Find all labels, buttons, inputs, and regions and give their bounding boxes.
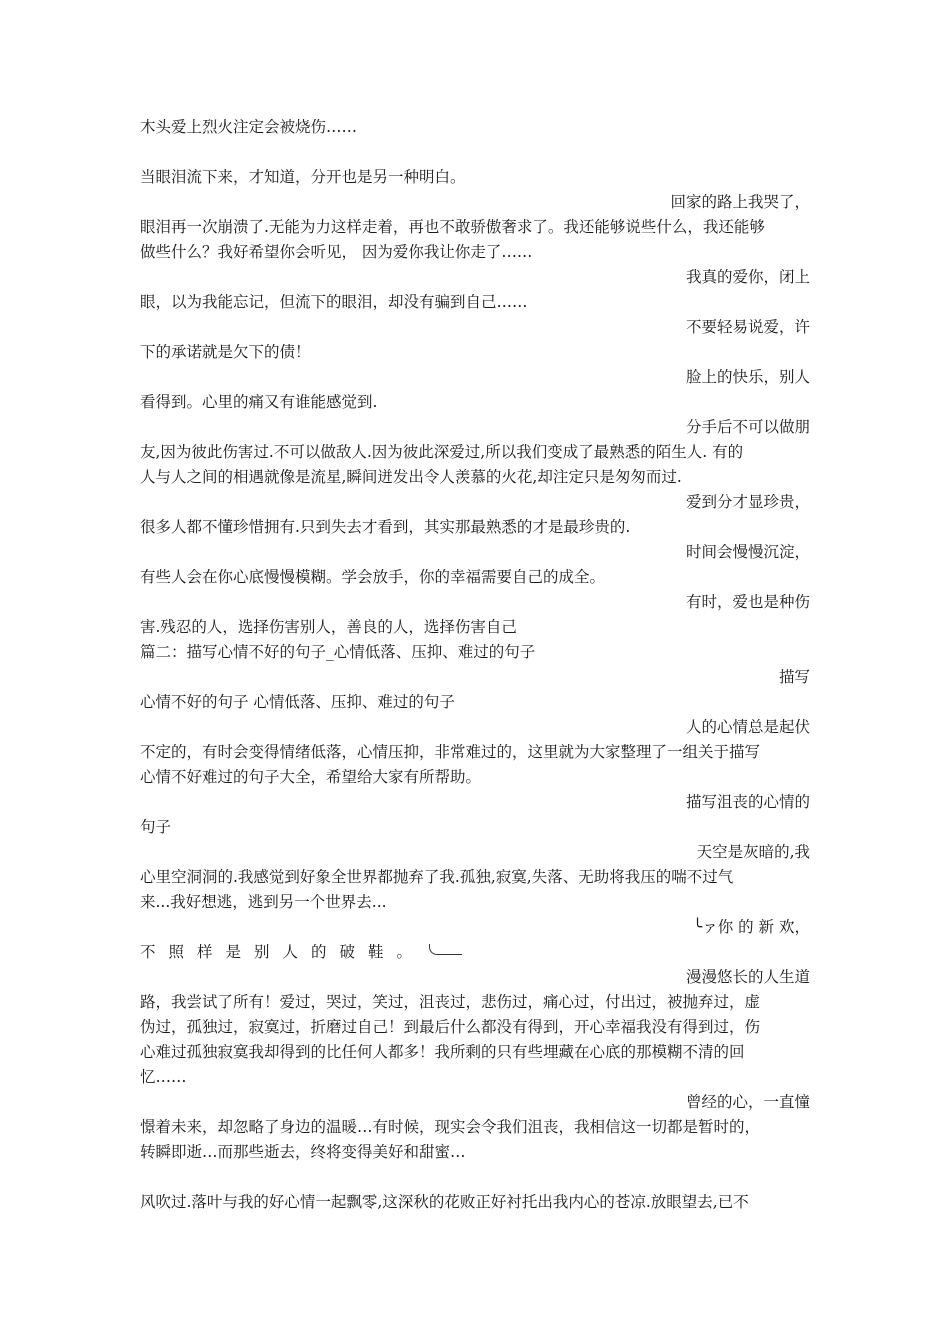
text-line: 不定的，有时会变得情绪低落，心情压抑，非常难过的，这里就为大家整理了一组关于描写 bbox=[140, 743, 761, 761]
blank-line bbox=[140, 140, 810, 165]
document-body bbox=[140, 115, 810, 1215]
text-line: 有些人会在你心底慢慢模糊。学会放手，你的幸福需要自己的成全。 bbox=[140, 568, 606, 586]
text-line: 来...我好想逃，逃到另一个世界去... bbox=[140, 893, 387, 911]
text-line: 心情不好难过的句子大全，希望给大家有所帮助。 bbox=[140, 768, 482, 786]
text-line: 木头爱上烈火注定会被烧伤…… bbox=[140, 118, 358, 136]
text-line: 忆…… bbox=[140, 1068, 187, 1086]
text-line: 漫漫悠长的人生道 bbox=[685, 968, 810, 986]
text-line: ╰ァ你 的 新 欢， bbox=[692, 918, 810, 936]
text-line: 描写 bbox=[778, 668, 810, 686]
spaced-text: 不照样是别人的破鞋。 bbox=[140, 943, 426, 961]
text-line: 害.残忍的人，选择伤害别人，善良的人，选择伤害自己 bbox=[140, 618, 517, 636]
text-line: 下的承诺就是欠下的债！ bbox=[140, 343, 311, 361]
blank-line bbox=[140, 1165, 810, 1190]
text-line: 脸上的快乐，别人 bbox=[685, 368, 810, 386]
text-line: 伪过，孤独过，寂寞过，折磨过自己！到最后什么都没有得到，开心幸福我没有得到过，伤 bbox=[140, 1018, 761, 1036]
text-line: 眼，以为我能忘记，但流下的眼泪，却没有骗到自己…… bbox=[140, 293, 528, 311]
text-line: 路，我尝试了所有！爱过，哭过，笑过，沮丧过，悲伤过，痛心过，付出过，被抛弃过，虚 bbox=[140, 993, 761, 1011]
text-line: 眼泪再一次崩溃了.无能为力这样走着，再也不敢骄傲奢求了。我还能够说些什么，我还能够 bbox=[140, 218, 765, 236]
text-line: 人与人之间的相遇就像是流星,瞬间迸发出令人羡慕的火花,却注定只是匆匆而过. bbox=[140, 468, 682, 486]
text-line: 句子 bbox=[140, 818, 172, 836]
text-line: 转瞬即逝…而那些逝去，终将变得美好和甜蜜… bbox=[140, 1143, 466, 1161]
decorative-bracket-icon bbox=[429, 944, 462, 955]
text-line: 有时，爱也是种伤 bbox=[685, 593, 810, 611]
text-line: 当眼泪流下来，才知道，分开也是另一种明白。 bbox=[140, 168, 466, 186]
text-line: 回家的路上我哭了， bbox=[670, 193, 810, 211]
text-line: 做些什么？我好希望你会听见， 因为爱你我让你走了…… bbox=[140, 243, 533, 261]
text-line-spaced bbox=[140, 940, 810, 965]
text-line: 心情不好的句子 心情低落、压抑、难过的句子 bbox=[140, 693, 455, 711]
text-line: 分手后不可以做朋 bbox=[685, 418, 810, 436]
text-line: 心难过孤独寂寞我却得到的比任何人都多！我所剩的只有些埋藏在心底的那模糊不清的回 bbox=[140, 1043, 745, 1061]
text-line: 憬着未来，却忽略了身边的温暖…有时候，现实会令我们沮丧，我相信这一切都是暂时的， bbox=[140, 1118, 761, 1136]
text-line: 爱到分才显珍贵， bbox=[685, 493, 810, 511]
text-line: 我真的爱你，闭上 bbox=[685, 268, 810, 286]
text-line: 风吹过.落叶与我的好心情一起飘零,这深秋的花败正好衬托出我内心的苍凉.放眼望去,已不 bbox=[140, 1193, 749, 1211]
text-line: 天空是灰暗的,我 bbox=[696, 843, 810, 861]
text-line: 看得到。心里的痛又有谁能感觉到. bbox=[140, 393, 378, 411]
text-line: 心里空洞洞的.我感觉到好象全世界都抛弃了我.孤独,寂寞,失落、无助将我压的喘不过气 bbox=[140, 868, 734, 886]
text-line: 曾经的心，一直憧 bbox=[685, 1093, 810, 1111]
text-line: 不要轻易说爱，许 bbox=[685, 318, 810, 336]
text-line: 友,因为彼此伤害过.不可以做敌人.因为彼此深爱过,所以我们变成了最熟悉的陌生人. 有的 bbox=[140, 443, 744, 461]
text-line: 时间会慢慢沉淀， bbox=[685, 543, 810, 561]
text-line: 很多人都不懂珍惜拥有.只到失去才看到，其实那最熟悉的才是最珍贵的. bbox=[140, 518, 631, 536]
text-line: 描写沮丧的心情的 bbox=[685, 793, 810, 811]
section-heading: 篇二：描写心情不好的句子_心情低落、压抑、难过的句子 bbox=[140, 643, 536, 661]
text-line: 人的心情总是起伏 bbox=[685, 718, 810, 736]
